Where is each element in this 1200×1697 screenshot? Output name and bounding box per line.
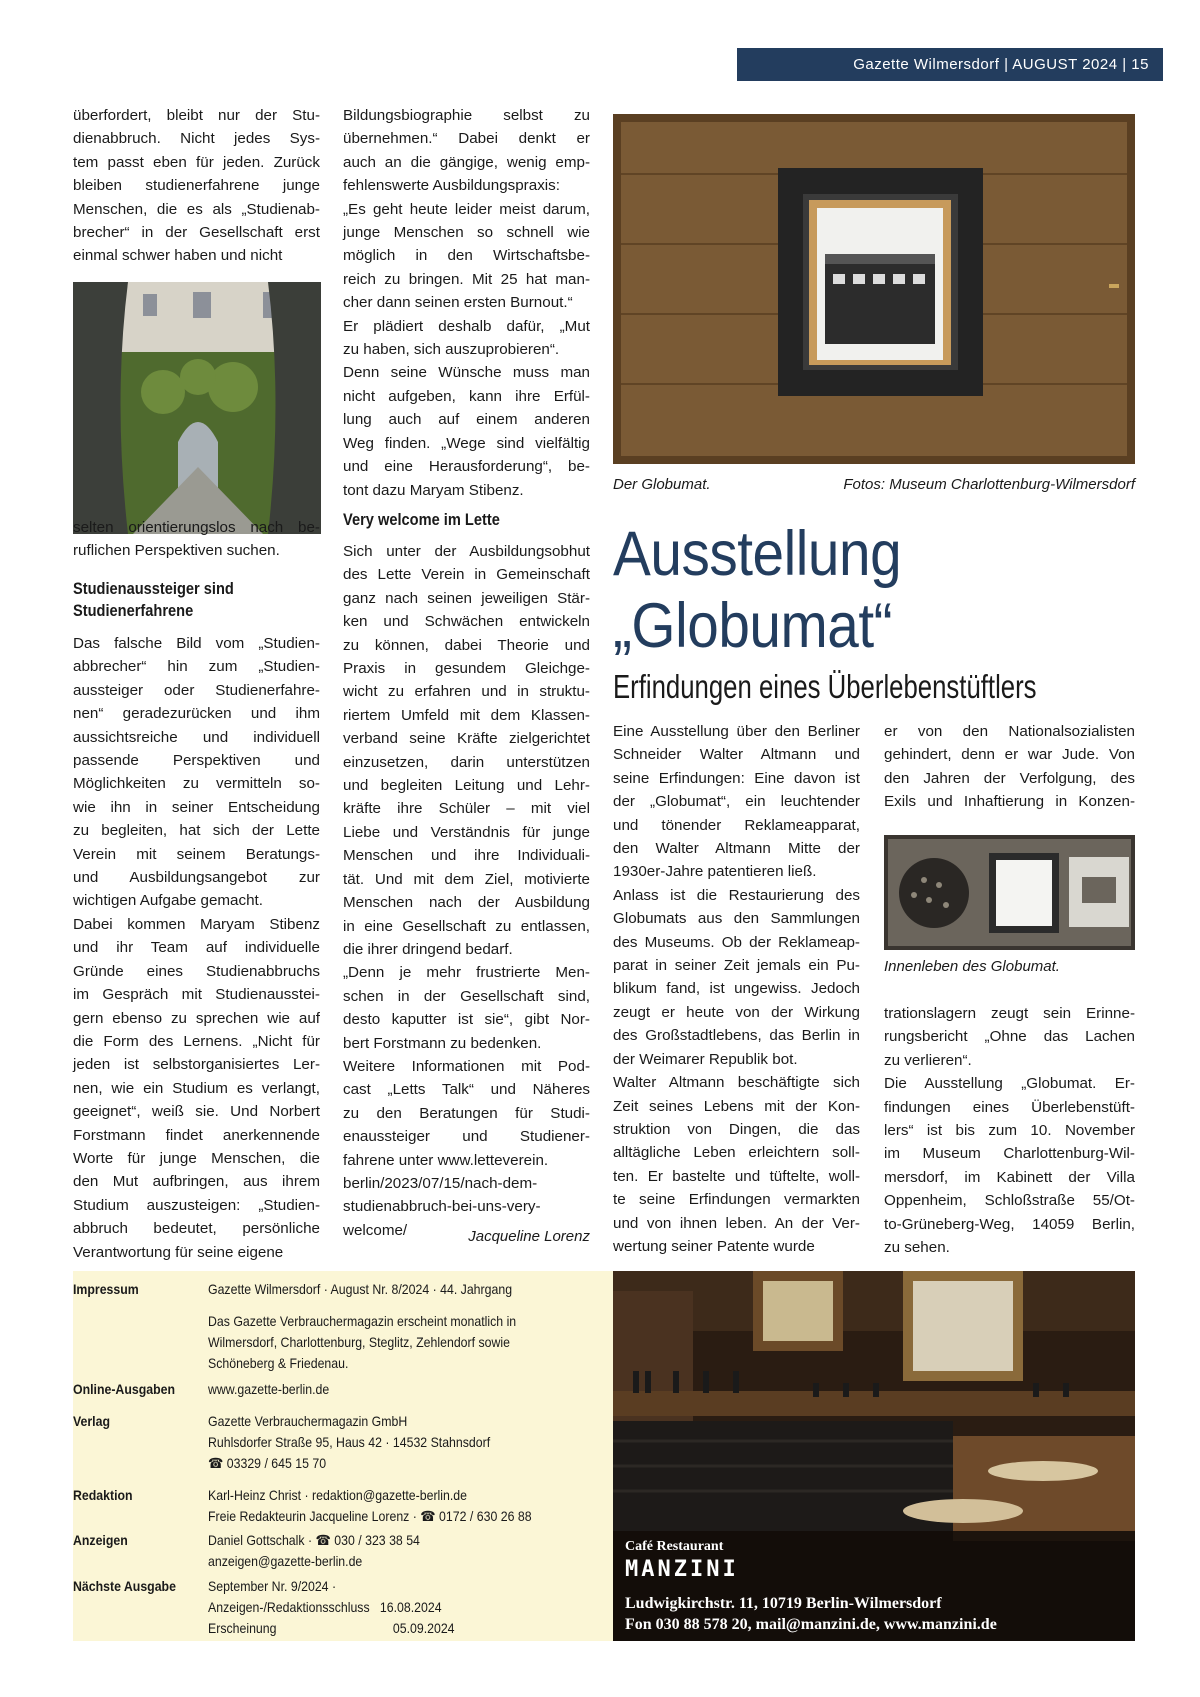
column2-top-text <box>343 104 590 502</box>
text-line: er von den Nationalsozialisten <box>884 723 1135 740</box>
impressum-desc-line: Schöneberg & Friedenau. <box>208 1355 349 1371</box>
text-line: riertem Umfeld mit dem Klassen- <box>343 706 590 724</box>
text-line: zu können, dabei Theorie und <box>343 636 590 654</box>
column3-body-text <box>613 720 860 1258</box>
text-line: ganz nach seinen jeweiligen Stär- <box>343 589 590 607</box>
text-line: cher dann seinen ersten Burnout.“ <box>343 294 573 312</box>
anzeigen-email[interactable]: anzeigen@gazette-berlin.de <box>208 1553 363 1569</box>
ad-address: Ludwigkirchstr. 11, 10719 Berlin-Wilmersdorf <box>625 1595 942 1612</box>
text-line: schen in der Gesellschaft sind, <box>343 987 590 1005</box>
text-line: übernehmen.“ Dabei denkt er <box>343 130 590 148</box>
impressum-title: Impressum <box>73 1281 139 1297</box>
text-line: enaussteiger und Studiener- <box>343 1128 590 1146</box>
text-line: auch an die gängige, wenig emp- <box>343 153 590 171</box>
text-line: cast „Letts Talk“ und Näheres <box>343 1081 590 1099</box>
redaktion-line: Freie Redakteurin Jacqueline Lorenz · ☎ 0172 / 630 26 88 <box>208 1508 532 1524</box>
section-heading-very-welcome <box>343 509 590 531</box>
text-line: im Gespräch mit Studienausstei- <box>73 986 320 1004</box>
text-line: Menschen nach der Ausbildung <box>343 894 590 912</box>
text-line: dienabbruch. Nicht jedes Sys- <box>73 130 320 148</box>
text-line: Möglichkeiten zu vermitteln so- <box>73 775 320 793</box>
text-line: alltägliche Leben erleichtern soll- <box>613 1144 860 1162</box>
headline-line2: „Globumat“ <box>613 591 893 661</box>
text-line: rungsbericht „Ohne das Lachen <box>884 1028 1135 1046</box>
text-line: zu verlieren“. <box>884 1051 972 1069</box>
text-line: Exils und Inhaftierung in Konzen- <box>884 793 1135 811</box>
text-line: und tönender Reklameapparat, <box>613 816 860 834</box>
text-line: Weg finden. „Wege sind vielfältig <box>343 434 590 452</box>
column1-mid-text <box>73 516 320 563</box>
impressum-issue: Gazette Wilmersdorf · August Nr. 8/2024 · 44. Jahrgang <box>208 1281 513 1297</box>
verlag-value <box>208 1411 490 1474</box>
column1-top-text <box>73 104 320 268</box>
text-line: Sich unter der Ausbildungsobhut <box>343 543 590 560</box>
globumat-photo <box>613 114 1135 464</box>
text-line: zu sehen. <box>884 1239 950 1257</box>
anzeigen-line: Daniel Gottschalk · ☎ 030 / 323 38 54 <box>208 1532 420 1548</box>
text-line: einzusetzen, darin unterstützen <box>343 753 590 771</box>
text-line: Dabei kommen Maryam Stibenz <box>73 915 320 933</box>
text-line: 1930er-Jahre patentieren ließ. <box>613 863 817 881</box>
text-line: junge Menschen so schnell wie <box>343 224 590 242</box>
text-line: die ihrer dringend bedarf. <box>343 940 513 958</box>
text-line: aussteiger oder Studienerfahre- <box>73 681 320 699</box>
text-line: abbrecher“ hin zum „Studien- <box>73 658 320 676</box>
text-line: Die Ausstellung „Globumat. Er- <box>884 1075 1135 1093</box>
text-line: struktion von Dingen, die das <box>613 1120 860 1138</box>
text-line: Worte für junge Menschen, die <box>73 1149 320 1167</box>
ad-restaurant-name: MANZINI <box>625 1557 739 1582</box>
headline-subtitle: Erfindungen eines Überlebenstüftlers <box>613 668 1037 705</box>
globumat-interior-photo <box>884 835 1135 950</box>
text-line: aussichtsreiche und individuell <box>73 728 320 746</box>
text-line: selten orientierungslos nach be- <box>73 519 320 536</box>
interior-photo-caption: Innenleben des Globumat. <box>884 958 1060 975</box>
author-name: Jacqueline Lorenz <box>468 1228 590 1245</box>
text-line: nen, wie ein Studium es verlangt, <box>73 1079 320 1097</box>
text-line: reich zu bringen. Mit 25 hat man- <box>343 270 590 288</box>
text-line: der Weimarer Republik bot. <box>613 1050 798 1068</box>
text-line: und eine Herausforderung“, be- <box>343 458 590 476</box>
text-line: fehlenswerte Ausbildungspraxis: <box>343 177 560 195</box>
text-line: kräfte ihre Schüler – mit viel <box>343 800 590 818</box>
column4-top-text <box>884 720 1135 814</box>
text-line: der „Globumat“, ein leuchtender <box>613 793 860 811</box>
text-line: den Mut aufbringen, aus ihrem <box>73 1173 320 1191</box>
text-line: Oppenheim, Schloßstraße 55/Ot- <box>884 1192 1135 1210</box>
text-line: Forstmann findet anerkennende <box>73 1126 320 1144</box>
text-line: fahrene unter www.letteverein. <box>343 1151 549 1169</box>
headline-line1: Ausstellung <box>613 519 902 589</box>
next-issue-label: Nächste Ausgabe <box>73 1578 176 1594</box>
text-line: Praxis in gesundem Gleichge- <box>343 660 590 678</box>
next-issue-line: Erscheinung 05.09.2024 <box>208 1620 455 1636</box>
text-line: des Großstadtlebens, das Berlin in <box>613 1027 860 1045</box>
text-line: und von ihnen leben. An der Ver- <box>613 1214 860 1232</box>
text-line: ruflichen Perspektiven suchen. <box>73 542 280 560</box>
text-line: studienabbruch-bei-uns-very- <box>343 1198 541 1216</box>
text-line: gern ebenso zu sprechen wie auf <box>73 1009 320 1027</box>
text-line: blikum fand, ist ungewiss. Jedoch <box>613 980 860 998</box>
text-line: lers“ ist bis zum 10. November <box>884 1122 1135 1140</box>
ad-pretitle: Café Restaurant <box>625 1539 724 1554</box>
text-line: und Ausbildungsangebot zur <box>73 869 320 887</box>
text-line: Zeit seines Lebens mit der Kon- <box>613 1097 860 1115</box>
text-line: tät. Und mit dem Ziel, motivierte <box>343 870 590 888</box>
text-line: Schneider Walter Altmann und <box>613 746 860 764</box>
text-line: einmal schwer haben und nicht <box>73 247 283 265</box>
text-line: Denn seine Wünsche muss man <box>343 364 590 382</box>
page-header-bar <box>737 48 1163 81</box>
text-line: Eine Ausstellung über den Berliner <box>613 723 860 740</box>
text-line: te seine Erfindungen vermarkten <box>613 1191 860 1209</box>
anzeigen-value <box>208 1530 420 1572</box>
next-issue-line: Anzeigen-/Redaktionsschluss 16.08.2024 <box>208 1599 442 1615</box>
text-line: desto kaputter ist sie“, gibt Nor- <box>343 1011 590 1029</box>
text-line: mersdorf, im Kabinett der Villa <box>884 1168 1135 1186</box>
redaktion-value <box>208 1485 532 1527</box>
photo-credit: Fotos: Museum Charlottenburg-Wilmersdorf <box>843 476 1135 493</box>
text-line: Verantwortung für seine eigene <box>73 1243 284 1261</box>
anzeigen-label: Anzeigen <box>73 1532 128 1548</box>
text-line: Walter Altmann beschäftigte sich <box>613 1074 860 1092</box>
text-line: Das falsche Bild vom „Studien- <box>73 635 320 652</box>
text-line: gehindert, denn er war Jude. Von <box>884 746 1135 764</box>
verlag-label: Verlag <box>73 1413 110 1429</box>
text-line: Bildungsbiographie selbst zu <box>343 107 590 124</box>
text-line: Weitere Informationen mit Pod- <box>343 1057 590 1075</box>
text-line: geeignet“, weiß sie. Und Norbert <box>73 1103 320 1121</box>
impressum-desc <box>208 1311 516 1374</box>
next-issue-line: September Nr. 9/2024 · <box>208 1578 337 1594</box>
text-line: zu begleiten, hat sich der Lette <box>73 822 320 840</box>
text-line: Studium auszusteigen: „Studien- <box>73 1196 320 1214</box>
heading-very-welcome: Very welcome im Lette <box>343 510 500 529</box>
text-line: bleiben studienerfahrene junge <box>73 177 320 195</box>
text-line: möglich in den Wirtschaftsbe- <box>343 247 590 265</box>
verlag-line: Gazette Verbrauchermagazin GmbH <box>208 1413 408 1429</box>
text-line: verband seine Kräfte zielgerichtet <box>343 730 590 748</box>
impressum-desc-line: Wilmersdorf, Charlottenburg, Steglitz, Zehlendorf sowie <box>208 1334 510 1350</box>
text-line: seine Erfindungen: Eine davon ist <box>613 769 860 787</box>
photo-caption-left: Der Globumat. <box>613 476 711 493</box>
text-line: bert Forstmann zu bedenken. <box>343 1034 542 1052</box>
text-line: zeugt er heute von der Wirkung <box>613 1003 860 1021</box>
text-line: welcome/ <box>343 1221 408 1239</box>
impressum-desc-line: Das Gazette Verbrauchermagazin erscheint monatlich in <box>208 1313 517 1329</box>
text-line: „Denn je mehr frustrierte Men- <box>343 964 590 982</box>
text-line: „Es geht heute leider meist darum, <box>343 200 590 218</box>
page-header-text: Gazette Wilmersdorf | AUGUST 2024 | 15 <box>853 56 1149 73</box>
heading-line-1: Studienaussteiger sind <box>73 579 234 598</box>
text-line: berlin/2023/07/15/nach-dem- <box>343 1174 538 1192</box>
text-line: jeden ist selbstorganisiertes Ler- <box>73 1056 320 1074</box>
text-line: die Form des Lernens. „Nicht für <box>73 1032 320 1050</box>
courtyard-photo <box>73 282 321 534</box>
text-line: passende Perspektiven und <box>73 752 320 770</box>
ad-contact <box>625 1593 997 1635</box>
text-line: ten. Er bastelte und tüftelte, woll- <box>613 1167 860 1185</box>
verlag-phone: ☎ 03329 / 645 15 70 <box>208 1455 327 1471</box>
text-line: Menschen und ihre Individuali- <box>343 847 590 865</box>
text-line: nicht aufgeben, kann ihre Erfül- <box>343 387 590 405</box>
text-line: trationslagern zeugt sein Erinne- <box>884 1005 1135 1022</box>
column1-body-text <box>73 632 320 1264</box>
text-line: abbruch bedeutet, persönliche <box>73 1220 320 1238</box>
text-line: Globumats aus den Sammlungen <box>613 910 860 928</box>
text-line: findungen eines Überlebenstüft- <box>884 1098 1135 1116</box>
text-line: to-Grüneberg-Weg, 14059 Berlin, <box>884 1215 1135 1233</box>
text-line: den Walter Altmann Mitte der <box>613 840 860 858</box>
text-line: und ihr Team auf individuelle <box>73 939 320 957</box>
ad-phone-mail-web: Fon 030 88 578 20, mail@manzini.de, www.manzini.de <box>625 1616 997 1633</box>
text-line: nen“ geradezurücken und ihm <box>73 705 320 723</box>
redaktion-label: Redaktion <box>73 1487 133 1503</box>
text-line: lung auch auf einem anderen <box>343 411 590 429</box>
text-line: überfordert, bleibt nur der Stu- <box>73 107 320 124</box>
text-line: wertung seiner Patente wurde <box>613 1237 815 1255</box>
text-line: parat in seiner Zeit jemals ein Pu- <box>613 957 860 975</box>
text-line: den Jahren der Verfolgung, des <box>884 769 1135 787</box>
text-line: wie ihn in seiner Entscheidung <box>73 798 320 816</box>
next-issue-value <box>208 1576 455 1639</box>
text-line: im Museum Charlottenburg-Wil- <box>884 1145 1135 1163</box>
text-line: Gründe eines Studienabbruchs <box>73 962 320 980</box>
online-link[interactable]: www.gazette-berlin.de <box>208 1381 330 1397</box>
text-line: wichtigen Aufgabe gemacht. <box>73 892 263 910</box>
text-line: tem passt eben für jeden. Zurück <box>73 153 320 171</box>
text-line: zu haben, sich auszuprobieren“. <box>343 341 560 359</box>
text-line: des Lette Verein in Gemeinschaft <box>343 566 590 584</box>
text-line: Er plädiert deshalb dafür, „Mut <box>343 317 590 335</box>
heading-line-2: Studienerfahrene <box>73 601 194 620</box>
text-line: in eine Gesellschaft zu entlassen, <box>343 917 590 935</box>
text-line: Verein mit seinem Beratungs- <box>73 845 320 863</box>
restaurant-ad[interactable] <box>613 1271 1135 1641</box>
text-line: und begleiten Leitung und Lehr- <box>343 777 590 795</box>
text-line: wicht zu erfahren und in struktu- <box>343 683 590 701</box>
column2-body-text <box>343 540 590 1242</box>
text-line: Liebe und Verständnis für junge <box>343 823 590 841</box>
text-line: brecher“ in der Gesellschaft erst <box>73 224 320 242</box>
column4-body-text <box>884 1002 1135 1259</box>
redaktion-line: Karl-Heinz Christ · redaktion@gazette-berlin.de <box>208 1487 468 1503</box>
text-line: des Museums. Ob der Reklameap- <box>613 933 860 951</box>
text-line: zu den Beratungen für Studi- <box>343 1104 590 1122</box>
text-line: Anlass ist die Restaurierung des <box>613 886 860 904</box>
impressum-box <box>73 1271 613 1641</box>
text-line: tont dazu Maryam Stibenz. <box>343 481 524 499</box>
text-line: ken und Schwächen entwickeln <box>343 613 590 631</box>
section-heading-studienaussteiger <box>73 578 320 622</box>
verlag-line: Ruhlsdorfer Straße 95, Haus 42 · 14532 Stahnsdorf <box>208 1434 491 1450</box>
online-label: Online-Ausgaben <box>73 1381 175 1397</box>
text-line: Menschen, die es als „Studienab- <box>73 200 320 218</box>
